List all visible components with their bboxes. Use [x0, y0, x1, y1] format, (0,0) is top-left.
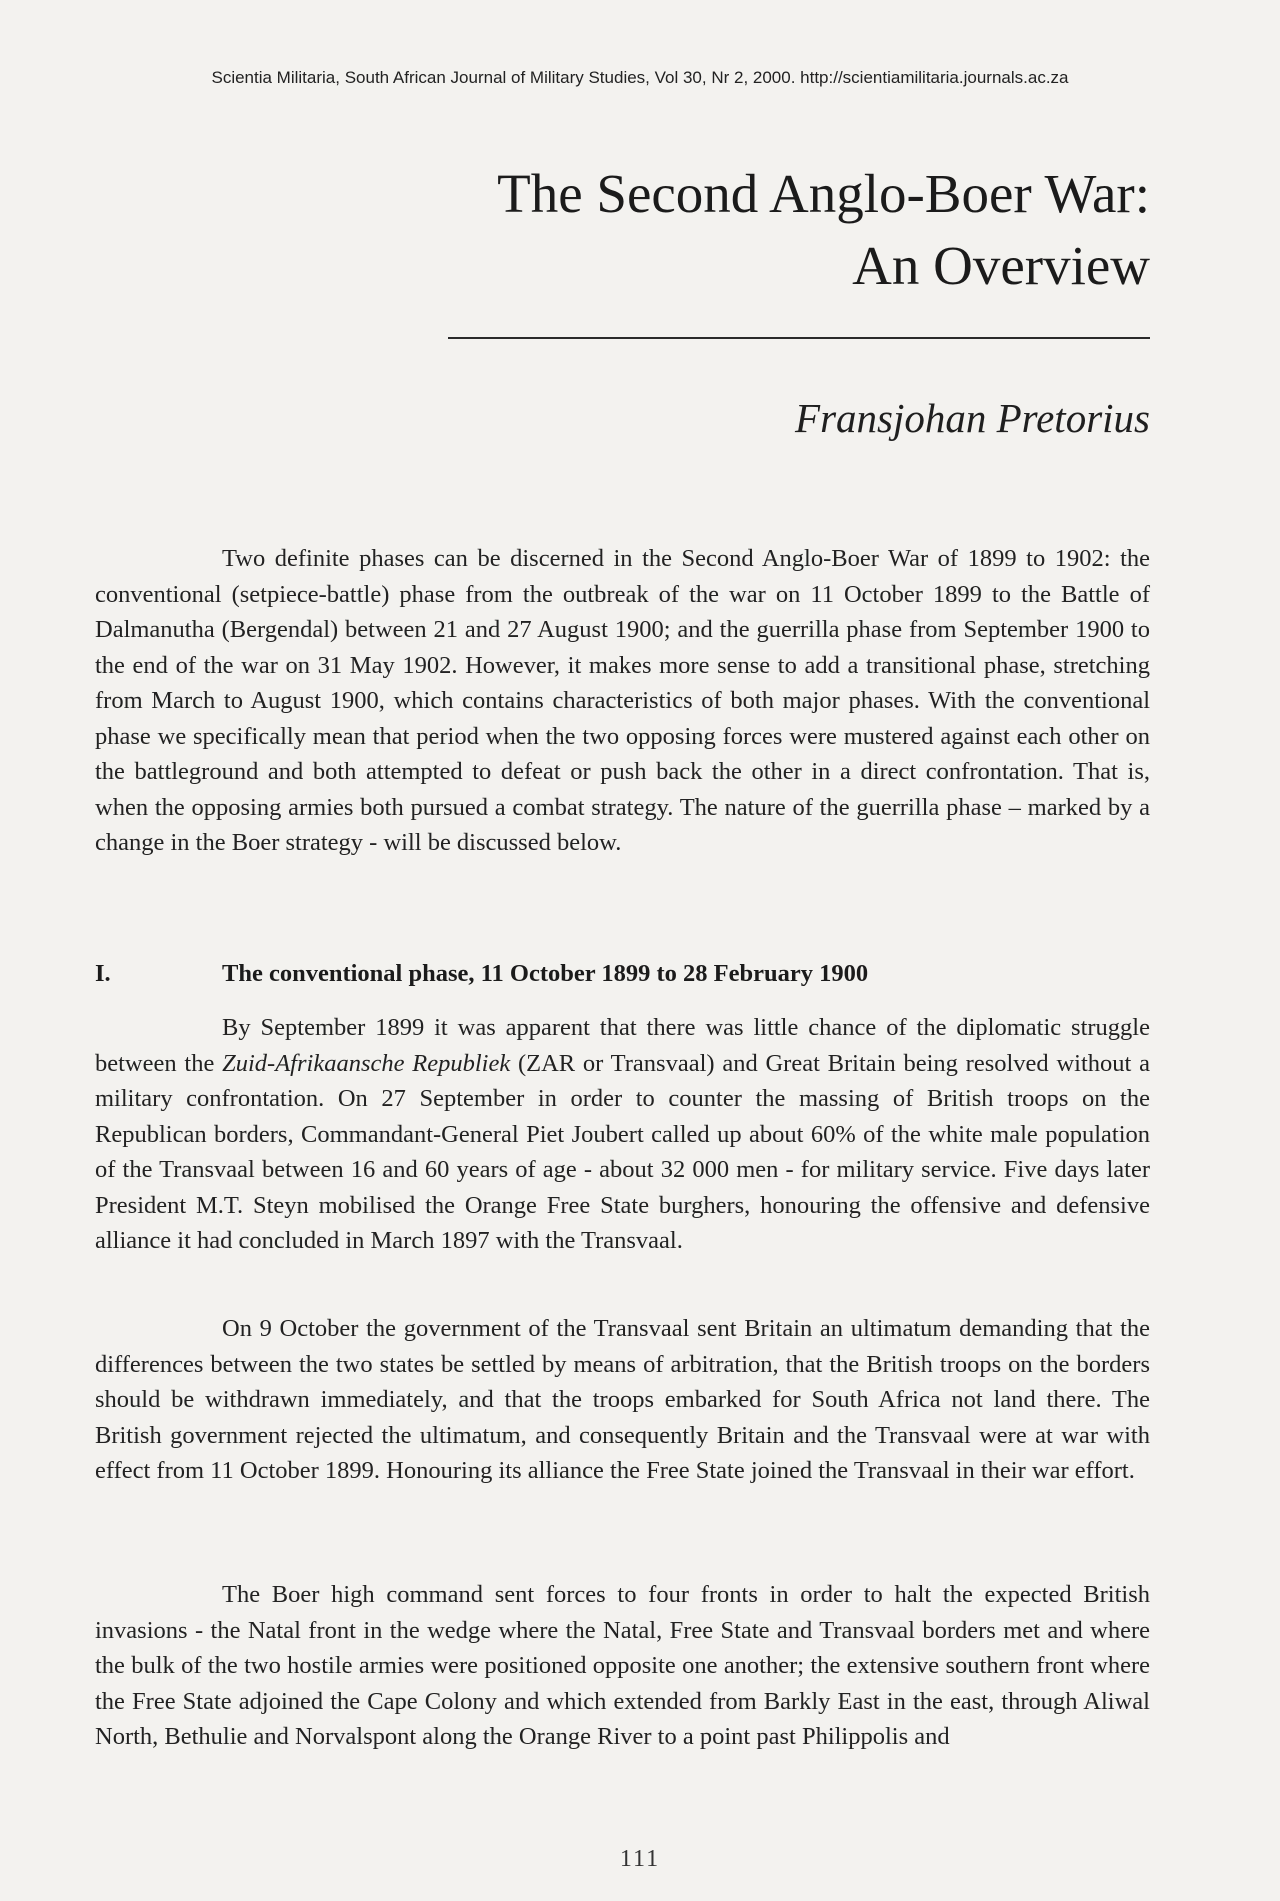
paragraph-4-container [95, 1577, 1150, 1755]
paragraph-2-text-b: (ZAR or Transvaal) and Great Britain being resolved without a military confrontation. On 27 September in order to counter the massing of British troops on the Republican borders, Commandant-General Piet Joubert called up about 60% of the white male population of the Transvaal between 16 and 60 years of age - about 32 000 men - for military service. Five days later President M.T. Steyn mobilised the Orange Free State burghers, honouring the offensive and defensive alliance it had concluded in March 1897 with the Transvaal. [95, 1049, 1150, 1254]
section-heading [95, 956, 1150, 991]
paragraph-2-text-a: By September 1899 it was apparent that there was little chance of the diplomatic struggle between the [95, 1014, 1150, 1077]
article-title [497, 158, 1150, 302]
article-title-line-2: An Overview [852, 235, 1150, 296]
intro-paragraph: Two definite phases can be discerned in the Second Anglo-Boer War of 1899 to 1902: the conventional (setpiece-battle) phase from the outbreak of the war on 11 October 1899 to the Battle of Dalmanutha (Bergendal) between 21 and 27 August 1900; and the guerrilla phase from September 1900 to the end of the war on 31 May 1902. However, it makes more sense to add a transitional phase, stretching from March to August 1900, which contains characteristics of both major phases. With the conventional phase we specifically mean that period when the two opposing forces were mustered against each other on the battleground and both attempted to defeat or push back the other in a direct confrontation. That is, when the opposing armies both pursued a combat strategy. The nature of the guerrilla phase – marked by a change in the Boer strategy - will be discussed below. [95, 545, 1150, 856]
author-name: Fransjohan Pretorius [795, 395, 1150, 441]
paragraph-3: On 9 October the government of the Transvaal sent Britain an ultimatum demanding that the differences between the two states be settled by means of arbitration, that the British troops on the borders should be withdrawn immediately, and that the troops embarked for South Africa not land there. The British government rejected the ultimatum, and consequently Britain and the Transvaal were at war with effect from 11 October 1899. Honouring its alliance the Free State joined the Transvaal in their war effort. [95, 1315, 1150, 1484]
section-number: I. [95, 960, 111, 987]
title-divider [448, 337, 1150, 339]
paragraph-4: The Boer high command sent forces to four fronts in order to halt the expected British invasions - the Natal front in the wedge where the Natal, Free State and Transvaal borders met and where the bulk of the two hostile armies were positioned opposite one another; the extensive southern front where the Free State adjoined the Cape Colony and which extended from Barkly East in the east, through Aliwal North, Bethulie and Norvalspont along the Orange River to a point past Philippolis and [95, 1581, 1150, 1750]
article-title-line-1: The Second Anglo-Boer War: [497, 163, 1150, 224]
intro-paragraph-container [95, 541, 1150, 861]
paragraph-2-container [95, 1010, 1150, 1259]
section-title: The conventional phase, 11 October 1899 to 28 February 1900 [222, 960, 869, 987]
paragraph-3-container [95, 1311, 1150, 1489]
journal-citation-header: Scientia Militaria, South African Journal of Military Studies, Vol 30, Nr 2, 2000. http://scientiamilitaria.journals.ac.za [211, 68, 1069, 87]
paragraph-2-italic-term: Zuid-Afrikaansche Republiek [222, 1049, 511, 1077]
paragraph-2 [95, 1010, 1150, 1259]
page-number: 111 [619, 1846, 661, 1872]
